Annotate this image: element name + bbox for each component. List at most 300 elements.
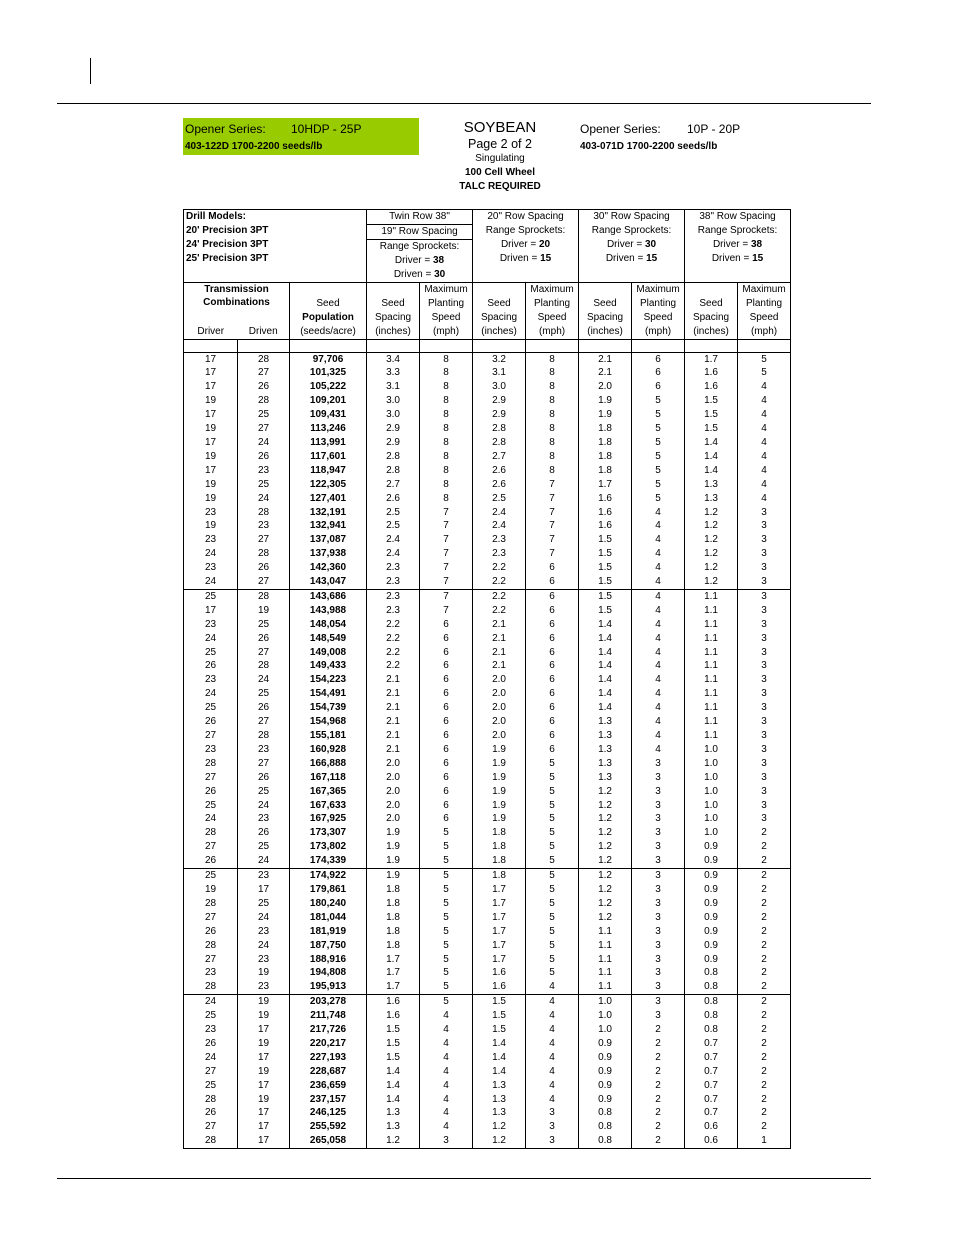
table-cell: 2.3	[367, 589, 420, 603]
table-cell: 3	[738, 632, 791, 646]
table-cell: 28	[184, 757, 238, 771]
table-cell: 1.0	[685, 826, 738, 840]
table-cell: 1.8	[579, 422, 632, 436]
table-cell: 1.4	[685, 464, 738, 478]
table-cell: 2	[632, 1120, 685, 1134]
table-cell: 24	[184, 547, 238, 561]
meter-type: Singulating	[475, 153, 525, 164]
table-cell: 2.1	[473, 646, 526, 660]
table-cell: 105,222	[290, 380, 367, 394]
table-cell: 5	[738, 366, 791, 380]
table-cell: 7	[420, 604, 473, 618]
table-row	[184, 589, 791, 603]
table-cell: 6	[420, 687, 473, 701]
table-cell: 113,991	[290, 436, 367, 450]
table-cell: 1.1	[685, 632, 738, 646]
table-cell: 2.8	[367, 450, 420, 464]
table-cell: 5	[526, 840, 579, 854]
table-row	[184, 743, 791, 757]
table-cell: 220,217	[290, 1037, 367, 1051]
table-cell: 1	[738, 1134, 791, 1148]
driven-line	[473, 252, 578, 266]
group-title-30: 30" Row Spacing	[579, 210, 685, 225]
table-cell: 148,054	[290, 618, 367, 632]
table-row	[184, 366, 791, 380]
table-row	[184, 618, 791, 632]
table-cell: 0.9	[579, 1037, 632, 1051]
table-cell: 2	[632, 1093, 685, 1107]
table-cell: 1.8	[579, 464, 632, 478]
table-cell: 24	[238, 492, 290, 506]
table-cell: 1.8	[367, 939, 420, 953]
table-cell: 174,922	[290, 869, 367, 883]
table-cell: 26	[184, 785, 238, 799]
table-cell: 8	[420, 394, 473, 408]
table-cell: 2	[632, 1106, 685, 1120]
table-cell: 17	[184, 352, 238, 366]
table-cell: 2	[738, 1009, 791, 1023]
table-cell: 3	[738, 646, 791, 660]
table-row	[184, 715, 791, 729]
table-cell: 2	[738, 1106, 791, 1120]
table-cell: 1.7	[473, 897, 526, 911]
driver-col-header: Driver	[197, 325, 225, 337]
table-cell: 7	[420, 589, 473, 603]
table-cell: 2.6	[473, 464, 526, 478]
table-cell: 1.3	[367, 1120, 420, 1134]
table-cell: 1.0	[685, 743, 738, 757]
spacer-cell	[367, 339, 420, 352]
table-cell: 27	[238, 533, 290, 547]
table-cell: 3	[632, 995, 685, 1009]
table-cell: 2.0	[367, 799, 420, 813]
table-cell: 1.8	[579, 436, 632, 450]
table-row	[184, 1093, 791, 1107]
table-cell: 1.2	[367, 1134, 420, 1148]
speed-h4: (mph)	[432, 325, 460, 337]
table-cell: 2	[738, 826, 791, 840]
group-title-20: 20" Row Spacing	[473, 210, 579, 225]
table-cell: 23	[184, 1023, 238, 1037]
table-cell: 3.3	[367, 366, 420, 380]
transmission-header-inner	[184, 283, 289, 339]
table-cell: 3.2	[473, 352, 526, 366]
table-cell: 6	[526, 561, 579, 575]
table-cell: 143,047	[290, 575, 367, 589]
table-cell: 1.3	[579, 743, 632, 757]
spacer-cell	[184, 339, 238, 352]
speed-h4: (mph)	[538, 325, 566, 337]
table-cell: 160,928	[290, 743, 367, 757]
table-cell: 1.2	[579, 897, 632, 911]
table-cell: 4	[420, 1120, 473, 1134]
driven-value: 15	[752, 253, 764, 265]
table-cell: 2	[738, 1093, 791, 1107]
table-cell: 3	[632, 966, 685, 980]
table-cell: 203,278	[290, 995, 367, 1009]
table-cell: 6	[526, 632, 579, 646]
table-cell: 1.8	[367, 925, 420, 939]
table-cell: 8	[420, 408, 473, 422]
table-cell: 5	[738, 352, 791, 366]
table-cell: 0.9	[685, 925, 738, 939]
spacer-cell	[579, 339, 632, 352]
table-cell: 1.9	[473, 771, 526, 785]
table-row	[184, 1106, 791, 1120]
table-cell: 0.9	[685, 840, 738, 854]
speed-h3: Speed	[537, 311, 567, 323]
table-cell: 4	[632, 743, 685, 757]
table-cell: 25	[238, 785, 290, 799]
table-cell: 1.7	[473, 911, 526, 925]
table-cell: 24	[238, 911, 290, 925]
table-cell: 26	[184, 1037, 238, 1051]
spacing-h1: Seed	[699, 297, 723, 309]
table-cell: 1.0	[685, 799, 738, 813]
driven-label: Driven =	[499, 253, 541, 265]
table-cell: 23	[184, 673, 238, 687]
table-cell: 25	[238, 618, 290, 632]
driver-value: 38	[432, 254, 445, 266]
table-cell: 1.3	[685, 478, 738, 492]
table-cell: 1.1	[579, 925, 632, 939]
table-cell: 1.4	[685, 450, 738, 464]
table-cell: 4	[526, 1079, 579, 1093]
table-cell: 2.0	[473, 715, 526, 729]
table-cell: 3.4	[367, 352, 420, 366]
table-cell: 0.9	[579, 1079, 632, 1093]
table-cell: 28	[238, 729, 290, 743]
table-cell: 8	[420, 450, 473, 464]
table-cell: 27	[238, 575, 290, 589]
table-cell: 19	[238, 1065, 290, 1079]
table-cell: 1.7	[473, 883, 526, 897]
table-cell: 5	[632, 450, 685, 464]
table-cell: 173,802	[290, 840, 367, 854]
table-cell: 6	[420, 659, 473, 673]
table-cell: 0.9	[685, 883, 738, 897]
table-cell: 1.1	[579, 966, 632, 980]
table-cell: 6	[526, 589, 579, 603]
table-cell: 26	[184, 659, 238, 673]
spacing-h3: (inches)	[375, 325, 411, 337]
speed-h3: Speed	[431, 311, 461, 323]
table-cell: 3	[632, 1009, 685, 1023]
table-cell: 3	[632, 854, 685, 868]
table-cell: 3	[738, 715, 791, 729]
table-row	[184, 604, 791, 618]
table-cell: 4	[738, 380, 791, 394]
table-cell: 3	[526, 1106, 579, 1120]
table-cell: 1.1	[685, 701, 738, 715]
table-cell: 1.5	[367, 1051, 420, 1065]
table-cell: 8	[526, 366, 579, 380]
table-cell: 5	[420, 854, 473, 868]
table-cell: 2	[738, 995, 791, 1009]
driver-value: 38	[751, 239, 763, 251]
table-cell: 2.0	[473, 687, 526, 701]
table-cell: 3	[738, 701, 791, 715]
table-cell: 228,687	[290, 1065, 367, 1079]
table-cell: 2	[738, 1023, 791, 1037]
table-cell: 26	[238, 450, 290, 464]
table-cell: 1.4	[579, 673, 632, 687]
table-cell: 1.0	[579, 995, 632, 1009]
sprockets-38	[685, 224, 791, 282]
table-cell: 4	[420, 1037, 473, 1051]
table-cell: 28	[238, 394, 290, 408]
table-cell: 1.5	[473, 995, 526, 1009]
table-cell: 1.6	[579, 519, 632, 533]
table-cell: 27	[184, 729, 238, 743]
table-row	[184, 519, 791, 533]
spacer-cell	[738, 339, 791, 352]
table-cell: 27	[238, 646, 290, 660]
table-cell: 7	[420, 561, 473, 575]
table-row	[184, 659, 791, 673]
table-cell: 26	[184, 854, 238, 868]
spacing-h2: Spacing	[374, 311, 412, 323]
table-cell: 1.4	[579, 618, 632, 632]
table-cell: 4	[632, 604, 685, 618]
table-cell: 26	[238, 826, 290, 840]
table-row	[184, 701, 791, 715]
table-cell: 6	[420, 743, 473, 757]
spacing-h2: Spacing	[692, 311, 730, 323]
table-cell: 8	[526, 450, 579, 464]
table-cell: 2.2	[367, 659, 420, 673]
table-cell: 5	[526, 953, 579, 967]
driven-line	[367, 268, 472, 282]
table-cell: 23	[238, 743, 290, 757]
table-cell: 3.1	[367, 380, 420, 394]
table-cell: 3	[632, 911, 685, 925]
table-cell: 1.3	[367, 1106, 420, 1120]
table-cell: 2.8	[473, 422, 526, 436]
table-cell: 5	[420, 826, 473, 840]
table-cell: 132,941	[290, 519, 367, 533]
table-cell: 17	[184, 604, 238, 618]
table-cell: 17	[184, 366, 238, 380]
table-cell: 1.0	[685, 757, 738, 771]
table-cell: 4	[420, 1106, 473, 1120]
table-cell: 173,307	[290, 826, 367, 840]
table-cell: 1.1	[685, 715, 738, 729]
driven-line	[579, 252, 684, 266]
table-cell: 3	[632, 883, 685, 897]
table-row	[184, 478, 791, 492]
table-cell: 1.1	[685, 604, 738, 618]
table-cell: 2	[738, 939, 791, 953]
table-cell: 19	[184, 422, 238, 436]
spacing-h2: Spacing	[586, 311, 624, 323]
table-cell: 26	[238, 632, 290, 646]
driver-label: Driver =	[394, 254, 433, 266]
table-cell: 3	[632, 925, 685, 939]
table-cell: 1.0	[685, 771, 738, 785]
table-cell: 0.8	[685, 1009, 738, 1023]
table-cell: 0.8	[579, 1120, 632, 1134]
table-cell: 3	[738, 785, 791, 799]
table-cell: 5	[632, 436, 685, 450]
table-cell: 8	[420, 352, 473, 366]
table-cell: 2	[738, 1120, 791, 1134]
table-cell: 2	[738, 854, 791, 868]
table-cell: 1.7	[579, 478, 632, 492]
table-row	[184, 450, 791, 464]
table-row	[184, 394, 791, 408]
table-row	[184, 632, 791, 646]
table-cell: 6	[632, 352, 685, 366]
table-cell: 142,360	[290, 561, 367, 575]
table-cell: 3	[632, 757, 685, 771]
table-cell: 3	[632, 953, 685, 967]
table-cell: 1.5	[579, 589, 632, 603]
table-cell: 1.3	[579, 757, 632, 771]
table-cell: 5	[526, 799, 579, 813]
table-cell: 1.9	[367, 840, 420, 854]
table-cell: 217,726	[290, 1023, 367, 1037]
table-cell: 28	[184, 826, 238, 840]
table-cell: 23	[238, 464, 290, 478]
table-cell: 3	[738, 589, 791, 603]
sprockets-twin-row	[367, 239, 473, 282]
table-cell: 4	[526, 995, 579, 1009]
table-cell: 3	[738, 604, 791, 618]
table-cell: 4	[420, 1079, 473, 1093]
group-title-38: 38" Row Spacing	[685, 210, 791, 225]
driver-label: Driver =	[500, 239, 539, 251]
table-cell: 2.1	[473, 618, 526, 632]
table-row	[184, 533, 791, 547]
table-row	[184, 785, 791, 799]
speed-h4: (mph)	[750, 325, 778, 337]
table-cell: 4	[420, 1023, 473, 1037]
table-cell: 5	[420, 869, 473, 883]
table-row	[184, 380, 791, 394]
table-cell: 0.7	[685, 1106, 738, 1120]
table-cell: 0.9	[685, 869, 738, 883]
driver-value: 30	[645, 239, 657, 251]
table-cell: 28	[184, 1093, 238, 1107]
opener-series-value-right: 10P - 20P	[687, 122, 741, 136]
table-cell: 24	[238, 436, 290, 450]
table-cell: 6	[526, 604, 579, 618]
table-cell: 7	[420, 547, 473, 561]
table-cell: 179,861	[290, 883, 367, 897]
table-row	[184, 561, 791, 575]
table-cell: 0.6	[685, 1134, 738, 1148]
table-cell: 1.4	[579, 632, 632, 646]
table-cell: 1.8	[473, 869, 526, 883]
table-row	[184, 1120, 791, 1134]
table-cell: 4	[526, 1009, 579, 1023]
speed-h2: Planting	[427, 297, 465, 309]
table-cell: 8	[420, 422, 473, 436]
table-cell: 211,748	[290, 1009, 367, 1023]
table-cell: 2.4	[473, 506, 526, 520]
table-cell: 265,058	[290, 1134, 367, 1148]
table-cell: 6	[420, 632, 473, 646]
table-cell: 1.5	[579, 561, 632, 575]
table-cell: 227,193	[290, 1051, 367, 1065]
table-cell: 7	[420, 575, 473, 589]
table-cell: 97,706	[290, 352, 367, 366]
table-cell: 1.7	[367, 966, 420, 980]
table-cell: 3	[738, 575, 791, 589]
table-cell: 28	[184, 1134, 238, 1148]
table-cell: 167,633	[290, 799, 367, 813]
table-cell: 4	[632, 659, 685, 673]
table-cell: 6	[632, 380, 685, 394]
table-cell: 26	[238, 771, 290, 785]
table-cell: 19	[184, 519, 238, 533]
table-row	[184, 840, 791, 854]
table-cell: 1.1	[579, 980, 632, 994]
table-cell: 5	[420, 966, 473, 980]
table-cell: 6	[420, 646, 473, 660]
table-cell: 8	[420, 464, 473, 478]
table-cell: 19	[184, 883, 238, 897]
table-cell: 2	[632, 1051, 685, 1065]
table-cell: 181,919	[290, 925, 367, 939]
table-cell: 2.8	[367, 464, 420, 478]
table-cell: 17	[238, 1120, 290, 1134]
spacer-cell	[420, 339, 473, 352]
table-cell: 3	[632, 869, 685, 883]
table-cell: 3	[738, 771, 791, 785]
table-cell: 5	[632, 422, 685, 436]
table-cell: 25	[184, 799, 238, 813]
table-cell: 1.5	[367, 1037, 420, 1051]
table-cell: 0.7	[685, 1093, 738, 1107]
table-cell: 143,686	[290, 589, 367, 603]
table-cell: 2.1	[579, 352, 632, 366]
table-cell: 6	[420, 701, 473, 715]
table-cell: 23	[184, 561, 238, 575]
table-cell: 1.7	[473, 939, 526, 953]
drill-model: 24' Precision 3PT	[186, 238, 269, 250]
driver-label: Driver =	[712, 239, 751, 251]
population-h3: (seeds/acre)	[300, 325, 356, 337]
table-cell: 180,240	[290, 897, 367, 911]
table-cell: 5	[632, 464, 685, 478]
table-cell: 1.8	[473, 826, 526, 840]
table-cell: 2.0	[367, 785, 420, 799]
table-cell: 148,549	[290, 632, 367, 646]
table-cell: 109,201	[290, 394, 367, 408]
table-cell: 1.4	[579, 659, 632, 673]
table-row	[184, 995, 791, 1009]
table-cell: 2.1	[367, 673, 420, 687]
table-cell: 2.9	[473, 394, 526, 408]
table-cell: 6	[420, 799, 473, 813]
table-cell: 8	[526, 422, 579, 436]
sprockets-20	[473, 224, 579, 282]
table-cell: 5	[420, 925, 473, 939]
speed-header	[420, 282, 473, 339]
table-cell: 2.0	[367, 812, 420, 826]
table-cell: 4	[632, 729, 685, 743]
table-cell: 4	[632, 715, 685, 729]
sprockets-30	[579, 224, 685, 282]
spacing-header	[473, 282, 526, 339]
table-cell: 2.3	[473, 547, 526, 561]
table-cell: 2.6	[367, 492, 420, 506]
table-cell: 1.9	[367, 854, 420, 868]
table-cell: 1.4	[579, 687, 632, 701]
table-cell: 28	[184, 939, 238, 953]
